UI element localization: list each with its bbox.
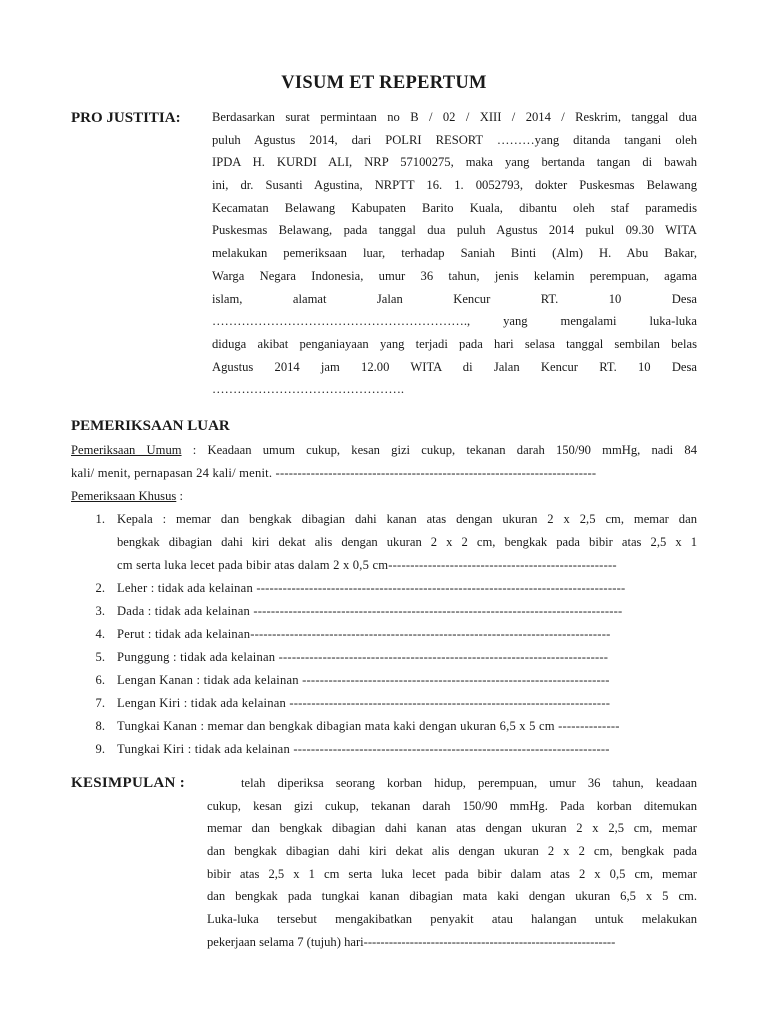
pro-justitia-paragraph — [212, 106, 697, 401]
list-item-number: 1. — [95, 512, 105, 526]
list-item: Leher : tidak ada kelainan ------------------------------------------------------------------------------------ — [117, 581, 626, 595]
list-item-line: cm serta luka lecet pada bibir atas dalam 2 x 0,5 cm---------------------------------------------------- — [117, 558, 617, 572]
pemeriksaan-khusus-line — [71, 489, 371, 504]
list-item: Lengan Kiri : tidak ada kelainan ------------------------------------------------------------------------- — [117, 696, 611, 710]
paragraph-line: Luka-luka tersebut mengakibatkan penyakit atau halangan untuk melakukan — [207, 912, 697, 927]
list-item: Punggung : tidak ada kelainan --------------------------------------------------------------------------- — [117, 650, 609, 664]
list-item-number: 8. — [95, 719, 105, 733]
paragraph-line: islam, alamat Jalan Kencur RT. 10 Desa — [212, 291, 697, 306]
document-title: VISUM ET REPERTUM — [281, 73, 487, 93]
pemeriksaan-umum-text: : Keadaan umum cukup, kesan gizi cukup, tekanan darah 150/90 mmHg, nadi 84 — [181, 443, 697, 457]
paragraph-line: Berdasarkan surat permintaan no B / 02 / XIII / 2014 / Reskrim, tanggal dua — [212, 110, 697, 124]
list-item: Tungkai Kanan : memar dan bengkak dibagian mata kaki dengan ukuran 6,5 x 5 cm -------------- — [117, 719, 620, 733]
pemeriksaan-khusus-colon: : — [176, 489, 183, 503]
paragraph-line: dan bengkak dibagian dahi kiri dekat alis dengan ukuran 2 x 2 cm, bengkak pada — [207, 844, 697, 859]
list-item-number: 5. — [95, 650, 105, 664]
paragraph-line: diduga akibat penganiayaan yang terjadi pada hari selasa tanggal sembilan belas — [212, 336, 697, 351]
pemeriksaan-umum-line-2: kali/ menit, pernapasan 24 kali/ menit. ------------------------------------------------------------------------- — [71, 466, 597, 480]
paragraph-line: IPDA H. KURDI ALI, NRP 57100275, maka yang bertanda tangan di bawah — [212, 155, 697, 170]
paragraph-line: Warga Negara Indonesia, umur 36 tahun, jenis kelamin perempuan, agama — [212, 268, 697, 283]
paragraph-line: cukup, kesan gizi cukup, tekanan darah 150/90 mmHg. Pada korban ditemukan — [207, 798, 697, 813]
list-item-number: 6. — [95, 673, 105, 687]
list-item-line: bengkak dibagian dahi kiri dekat alis dengan ukuran 2 x 2 cm, bengkak pada bibir atas 2,5 x 1 — [117, 535, 697, 549]
pemeriksaan-luar-heading: PEMERIKSAAN LUAR — [71, 418, 230, 434]
paragraph-line: bibir atas 2,5 x 1 cm serta luka lecet pada bibir dalam atas 2 x 0,5 cm, memar — [207, 866, 697, 881]
pemeriksaan-khusus-label: Pemeriksaan Khusus — [71, 489, 177, 503]
paragraph-line: memar dan bengkak dibagian dahi kanan atas dengan ukuran 2 x 2,5 cm, memar — [207, 821, 697, 836]
paragraph-line: melakukan pemeriksaan luar, terhadap Saniah Binti (Alm) H. Abu Bakar, — [212, 246, 697, 261]
pemeriksaan-umum-label: Pemeriksaan Umum — [71, 443, 182, 457]
list-item-number: 2. — [95, 581, 105, 595]
paragraph-line: Agustus 2014 jam 12.00 WITA di Jalan Kencur RT. 10 Desa — [212, 359, 697, 374]
list-item: Tungkai Kiri : tidak ada kelainan ------------------------------------------------------------------------ — [117, 742, 610, 756]
paragraph-line: pekerjaan selama 7 (tujuh) hari------------------------------------------------------------ — [207, 934, 616, 949]
list-item-number: 3. — [95, 604, 105, 618]
paragraph-line: ………………………………………. — [212, 382, 405, 397]
list-item: Dada : tidak ada kelainan ------------------------------------------------------------------------------------ — [117, 604, 623, 618]
kesimpulan-paragraph — [207, 772, 697, 954]
paragraph-line: Puskesmas Belawang, pada tanggal dua puluh Agustus 2014 pukul 09.30 WITA — [212, 223, 697, 238]
kesimpulan-label: KESIMPULAN : — [71, 775, 186, 791]
list-item-number: 7. — [95, 696, 105, 710]
paragraph-line: ……………………………………………………., yang mengalami luka-luka — [212, 314, 697, 329]
list-item-line: Kepala : memar dan bengkak dibagian dahi kanan atas dengan ukuran 2 x 2,5 cm, memar dan — [117, 512, 697, 526]
list-item: Lengan Kanan : tidak ada kelainan ---------------------------------------------------------------------- — [117, 673, 610, 687]
pemeriksaan-umum-line — [71, 443, 697, 458]
paragraph-line: Kecamatan Belawang Kabupaten Barito Kuala, dibantu oleh staf paramedis — [212, 200, 697, 215]
paragraph-line: ini, dr. Susanti Agustina, NRPTT 16. 1. 0052793, dokter Puskesmas Belawang — [212, 178, 697, 193]
pro-justitia-label: PRO JUSTITIA: — [71, 110, 181, 126]
list-item-number: 4. — [95, 627, 105, 641]
list-item: Perut : tidak ada kelainan---------------------------------------------------------------------------------- — [117, 627, 611, 641]
list-item-number: 9. — [95, 742, 105, 756]
paragraph-line: puluh Agustus 2014, dari POLRI RESORT ………yang ditanda tangani oleh — [212, 132, 697, 147]
paragraph-line: dan bengkak pada tungkai kanan dibagian mata kaki dengan ukuran 6,5 x 5 cm. — [207, 889, 697, 904]
paragraph-line: telah diperiksa seorang korban hidup, perempuan, umur 36 tahun, keadaan — [241, 776, 697, 790]
